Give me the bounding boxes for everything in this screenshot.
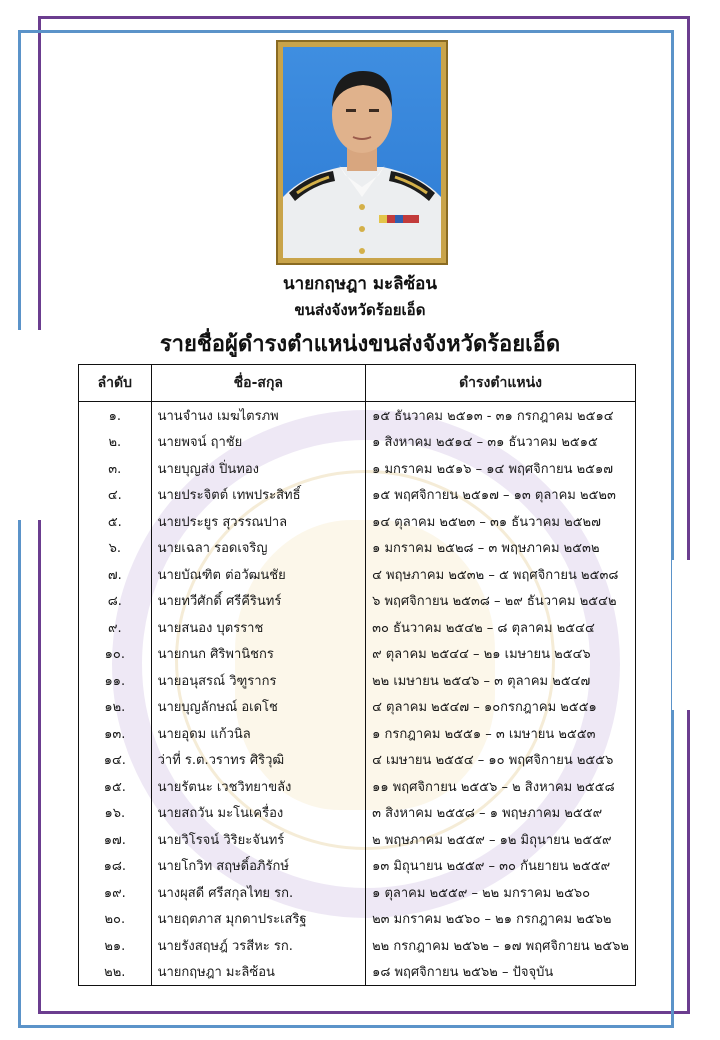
- row-order: ๔.: [79, 482, 152, 509]
- column-header-name: ชื่อ-สกุล: [151, 365, 365, 402]
- row-name: นายบุญส่ง ปิ่นทอง: [151, 455, 365, 482]
- table-row: [79, 694, 636, 721]
- roster-table: [78, 364, 636, 986]
- row-order: ๒๑.: [79, 932, 152, 959]
- table-row: [79, 455, 636, 482]
- row-term: ๔ พฤษภาคม ๒๕๓๒ – ๕ พฤศจิกายน ๒๕๓๘: [366, 561, 636, 588]
- row-name: นานจำนง เมฆไตรภพ: [151, 402, 365, 429]
- officer-position: ขนส่งจังหวัดร้อยเอ็ด: [294, 301, 426, 319]
- table-row: [79, 614, 636, 641]
- table-row: [79, 429, 636, 456]
- table-row: [79, 747, 636, 774]
- table-row: [79, 508, 636, 535]
- table-row: [79, 826, 636, 853]
- row-name: นายสนอง บุตรราช: [151, 614, 365, 641]
- row-order: ๗.: [79, 561, 152, 588]
- officer-portrait: [276, 40, 448, 265]
- table-row: [79, 641, 636, 668]
- roster-body: [79, 402, 636, 986]
- row-name: นายสถวัน มะโนเครื่อง: [151, 800, 365, 827]
- row-term: ๔ ตุลาคม ๒๕๔๗ – ๑๐กรกฎาคม ๒๕๕๑: [366, 694, 636, 721]
- row-name: นายทวีศักดิ์ ศรีคีรินทร์: [151, 588, 365, 615]
- row-name: นายกฤษฎา มะลิซ้อน: [151, 959, 365, 986]
- officer-name: นายกฤษฎา มะลิซ้อน: [283, 274, 437, 294]
- table-row: [79, 588, 636, 615]
- table-row: [79, 906, 636, 933]
- row-name: นายโกวิท สฤษดิ์อภิรักษ์: [151, 853, 365, 880]
- row-name: นายบุญลักษณ์ อเดโช: [151, 694, 365, 721]
- row-order: ๑๒.: [79, 694, 152, 721]
- row-name: นายวิโรจน์ วิริยะจันทร์: [151, 826, 365, 853]
- table-row: [79, 402, 636, 429]
- table-row: [79, 800, 636, 827]
- table-row: [79, 853, 636, 880]
- column-header-order: ลำดับ: [79, 365, 152, 402]
- row-name: นายรัตนะ เวชวิทยาขลัง: [151, 773, 365, 800]
- row-order: ๘.: [79, 588, 152, 615]
- table-row: [79, 482, 636, 509]
- row-term: ๑ ตุลาคม ๒๕๕๙ – ๒๒ มกราคม ๒๕๖๐: [366, 879, 636, 906]
- row-name: นางผุสดี ศรีสกุลไทย รก.: [151, 879, 365, 906]
- row-order: ๑๑.: [79, 667, 152, 694]
- row-term: ๒ พฤษภาคม ๒๕๕๙ – ๑๒ มิถุนายน ๒๕๕๙: [366, 826, 636, 853]
- row-order: ๒๒.: [79, 959, 152, 986]
- portrait-photo: [283, 47, 441, 258]
- row-name: นายประยูร สุวรรณปาล: [151, 508, 365, 535]
- row-term: ๖ พฤศจิกายน ๒๕๓๘ – ๒๙ ธันวาคม ๒๕๔๒: [366, 588, 636, 615]
- row-term: ๒๓ มกราคม ๒๕๖๐ – ๒๑ กรกฎาคม ๒๕๖๒: [366, 906, 636, 933]
- row-term: ๑๔ ตุลาคม ๒๕๒๓ – ๓๑ ธันวาคม ๒๕๒๗: [366, 508, 636, 535]
- row-name: นายฤตภาส มุกดาประเสริฐ: [151, 906, 365, 933]
- row-name: นายรังสฤษฎ์ วรสีหะ รก.: [151, 932, 365, 959]
- row-name: นายประจิตต์ เทพประสิทธิ์: [151, 482, 365, 509]
- row-order: ๑๓.: [79, 720, 152, 747]
- row-term: ๑๕ ธันวาคม ๒๕๑๓ - ๓๑ กรกฎาคม ๒๕๑๔: [366, 402, 636, 429]
- row-order: ๑๐.: [79, 641, 152, 668]
- table-row: [79, 959, 636, 986]
- row-order: ๓.: [79, 455, 152, 482]
- row-order: ๑๗.: [79, 826, 152, 853]
- table-header-row: [79, 365, 636, 402]
- row-name: นายอนุสรณ์ วิฑูรากร: [151, 667, 365, 694]
- row-term: ๑ มกราคม ๒๕๑๖ – ๑๔ พฤศจิกายน ๒๕๑๗: [366, 455, 636, 482]
- row-term: ๑๘ พฤศจิกายน ๒๕๖๒ – ปัจจุบัน: [366, 959, 636, 986]
- table-row: [79, 773, 636, 800]
- row-term: ๑๑ พฤศจิกายน ๒๕๕๖ – ๒ สิงหาคม ๒๕๕๘: [366, 773, 636, 800]
- row-term: ๑ กรกฎาคม ๒๕๕๑ – ๓ เมษายน ๒๕๕๓: [366, 720, 636, 747]
- row-order: ๖.: [79, 535, 152, 562]
- row-name: นายกนก ศิริพานิชกร: [151, 641, 365, 668]
- row-term: ๙ ตุลาคม ๒๕๔๔ – ๒๑ เมษายน ๒๕๔๖: [366, 641, 636, 668]
- row-order: ๑๖.: [79, 800, 152, 827]
- row-term: ๓ สิงหาคม ๒๕๕๘ – ๑ พฤษภาคม ๒๕๕๙: [366, 800, 636, 827]
- table-row: [79, 561, 636, 588]
- row-order: ๙.: [79, 614, 152, 641]
- page-title: รายชื่อผู้ดำรงตำแหน่งขนส่งจังหวัดร้อยเอ็ด: [159, 332, 561, 357]
- row-term: ๑ มกราคม ๒๕๒๘ – ๓ พฤษภาคม ๒๕๓๒: [366, 535, 636, 562]
- frame-gap: [672, 560, 696, 710]
- table-row: [79, 720, 636, 747]
- row-term: ๒๒ เมษายน ๒๕๔๖ – ๓ ตุลาคม ๒๕๔๗: [366, 667, 636, 694]
- row-name: นายพจน์ ฤาชัย: [151, 429, 365, 456]
- row-order: ๑๕.: [79, 773, 152, 800]
- row-term: ๒๒ กรกฎาคม ๒๕๖๒ – ๑๗ พฤศจิกายน ๒๕๖๒: [366, 932, 636, 959]
- column-header-term: ดำรงตำแหน่ง: [366, 365, 636, 402]
- row-order: ๒๐.: [79, 906, 152, 933]
- row-name: ว่าที่ ร.ต.วราทร ศิริวุฒิ: [151, 747, 365, 774]
- table-row: [79, 667, 636, 694]
- row-order: ๑.: [79, 402, 152, 429]
- row-term: ๔ เมษายน ๒๕๕๔ – ๑๐ พฤศจิกายน ๒๕๕๖: [366, 747, 636, 774]
- row-term: ๑๕ พฤศจิกายน ๒๕๑๗ – ๑๓ ตุลาคม ๒๕๒๓: [366, 482, 636, 509]
- row-term: ๑ สิงหาคม ๒๕๑๔ – ๓๑ ธันวาคม ๒๕๑๕: [366, 429, 636, 456]
- row-name: นายอุดม แก้วนิล: [151, 720, 365, 747]
- row-order: ๑๘.: [79, 853, 152, 880]
- row-order: ๕.: [79, 508, 152, 535]
- row-order: ๒.: [79, 429, 152, 456]
- table-row: [79, 535, 636, 562]
- row-name: นายเฉลา รอดเจริญ: [151, 535, 365, 562]
- table-row: [79, 879, 636, 906]
- row-term: ๓๐ ธันวาคม ๒๕๔๒ – ๘ ตุลาคม ๒๕๔๔: [366, 614, 636, 641]
- row-term: ๑๓ มิถุนายน ๒๕๕๙ – ๓๐ กันยายน ๒๕๕๙: [366, 853, 636, 880]
- row-order: ๑๙.: [79, 879, 152, 906]
- row-order: ๑๔.: [79, 747, 152, 774]
- table-row: [79, 932, 636, 959]
- row-name: นายบัณฑิต ต่อวัฒนชัย: [151, 561, 365, 588]
